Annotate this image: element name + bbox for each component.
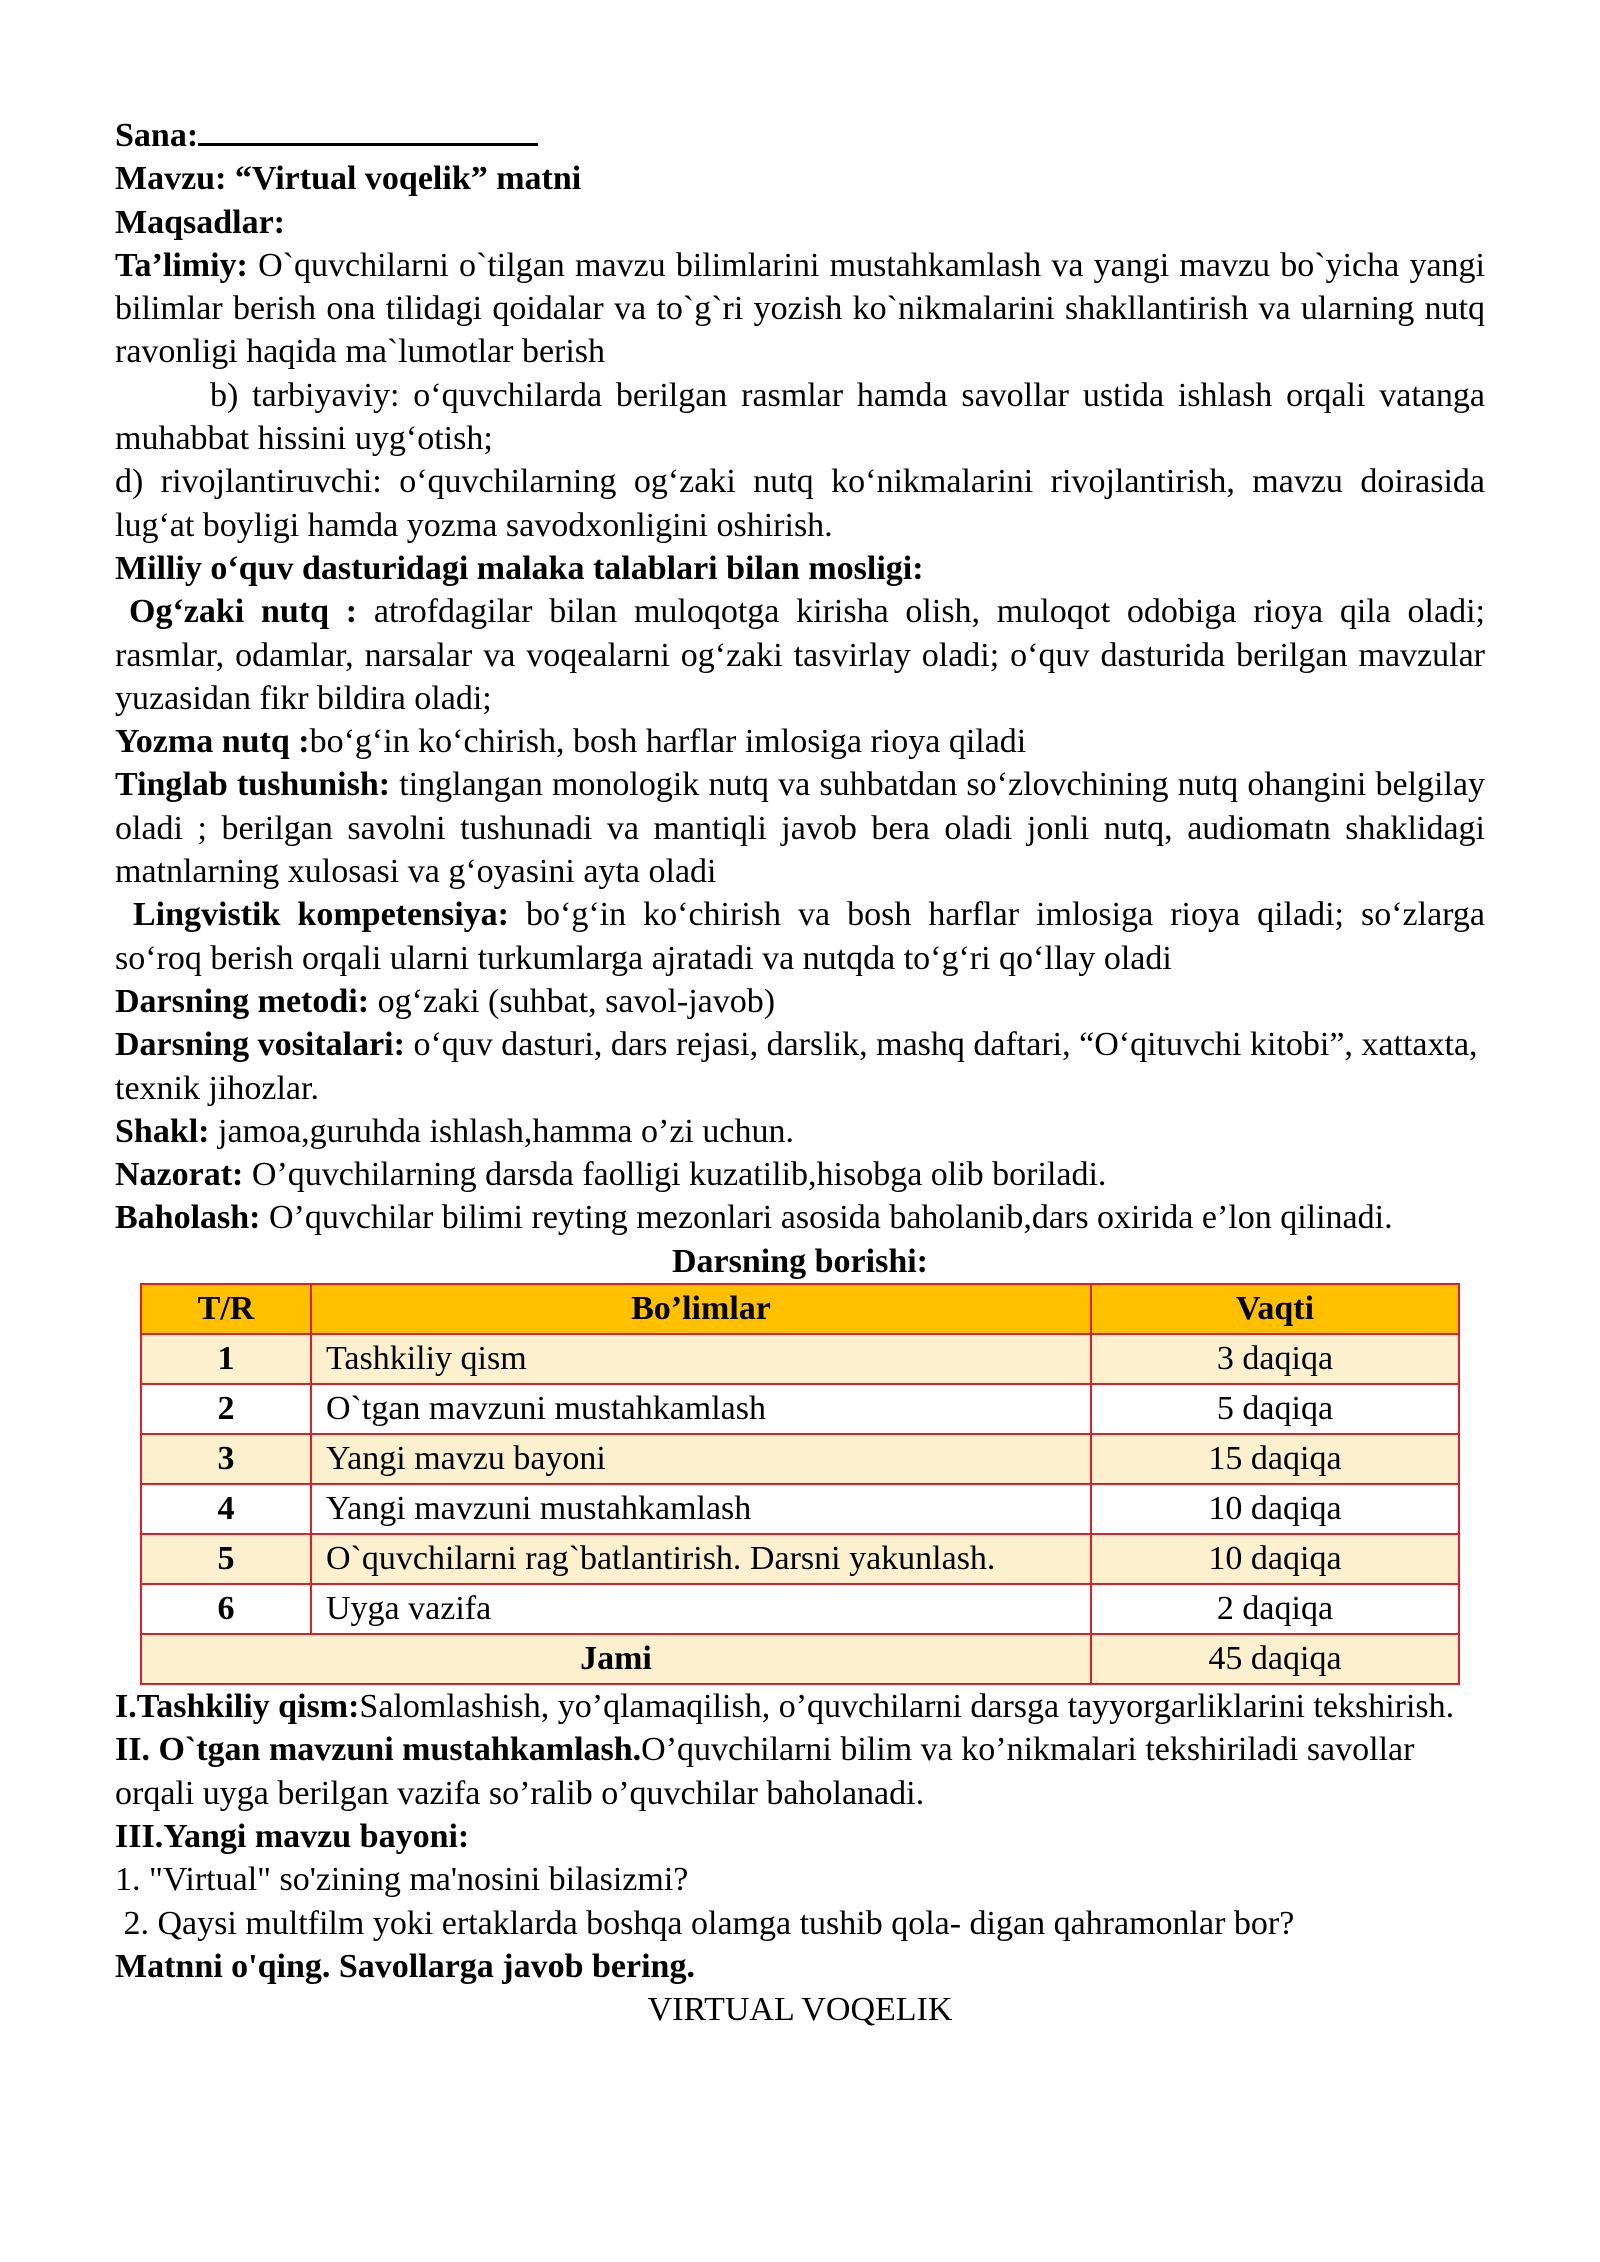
standard-listening-label: Tinglab tushunish: bbox=[115, 766, 391, 804]
goal-upbringing: b) tarbiyaviy: o‘quvchilarda berilgan rasmlar hamda savollar ustida ishlash orqali vatanga muhabbat hissini uyg‘otish; bbox=[115, 376, 1485, 458]
row-section: Uyga vazifa bbox=[311, 1584, 1091, 1634]
topic-title: Mavzu: “Virtual voqelik” matni bbox=[115, 160, 582, 198]
row-time: 10 daqiqa bbox=[1091, 1484, 1459, 1534]
lesson-method-text: og‘zaki (suhbat, savol-javob) bbox=[369, 982, 776, 1020]
lesson-assessment-label: Baholash: bbox=[115, 1199, 261, 1237]
total-label: Jami bbox=[141, 1634, 1091, 1684]
stage-review-label: II. O`tgan mavzuni mustahkamlash. bbox=[115, 1731, 642, 1769]
table-row bbox=[141, 1534, 1459, 1584]
goal-developmental: d) rivojlantiruvchi: o‘quvchilarning og‘zaki nutq ko‘nikmalarini rivojlantirish, mavzu doirasida lug‘at boyligi hamda yozma savodxonligini oshirish. bbox=[115, 463, 1485, 544]
lesson-assessment bbox=[115, 1196, 1485, 1239]
row-time: 3 daqiqa bbox=[1091, 1334, 1459, 1384]
lesson-method bbox=[115, 980, 1485, 1023]
stage-organizational-text: Salomlashish, yo’qlamaqilish, o’quvchilarni darsga tayyorgarliklarini tekshirish. bbox=[359, 1688, 1455, 1726]
goal-educational-text: O`quvchilarni o`tilgan mavzu bilimlarini mustahkamlash va yangi mavzu bo`yicha yangi bilimlar berish ona tilidagi qoidalar va to`g`ri yozish ko`nikmalarini shakllantirish va ularning nutq ravonligi haqida ma`lumotlar berish bbox=[115, 246, 1485, 371]
table-row bbox=[141, 1334, 1459, 1384]
goals-heading: Maqsadlar: bbox=[115, 203, 285, 241]
row-time: 2 daqiqa bbox=[1091, 1584, 1459, 1634]
lesson-plan-page bbox=[115, 113, 1485, 2031]
lesson-assessment-text: O’quvchilar bilimi reyting mezonlari asosida baholanib,dars oxirida e’lon qilinadi. bbox=[260, 1199, 1393, 1237]
column-header-sections: Bo’limlar bbox=[311, 1284, 1091, 1334]
standard-written bbox=[115, 720, 1485, 763]
goal-educational bbox=[115, 244, 1485, 374]
stage-organizational-label: I.Tashkiliy qism: bbox=[115, 1688, 360, 1726]
standard-written-label: Yozma nutq : bbox=[115, 723, 310, 761]
row-number: 3 bbox=[141, 1434, 311, 1484]
lesson-tools bbox=[115, 1023, 1485, 1110]
table-row bbox=[141, 1484, 1459, 1534]
standard-listening-text: tinglangan monologik nutq va suhbatdan so‘zlovchining nutq ohangini belgilay oladi ; berilgan savolni tushunadi va mantiqli javob bera oladi jonli nutq, audiomatn shaklidagi matnlarning xulosasi va g‘oyasini ayta oladi bbox=[115, 766, 1486, 891]
table-row bbox=[141, 1584, 1459, 1634]
stage-new-topic-heading: III.Yangi mavzu bayoni: bbox=[115, 1817, 470, 1855]
row-time: 15 daqiqa bbox=[1091, 1434, 1459, 1484]
row-section: Yangi mavzu bayoni bbox=[311, 1434, 1091, 1484]
lesson-method-label: Darsning metodi: bbox=[115, 982, 370, 1020]
date-label: Sana: bbox=[115, 117, 199, 154]
lesson-progress-table bbox=[140, 1283, 1460, 1685]
standard-oral-text: atrofdagilar bilan muloqotga kirisha olish, muloqot odobiga rioya qila oladi; rasmlar, odamlar, narsalar va voqealarni og‘zaki tasvirlay oladi; o‘quv dasturida berilgan mavzular yuzasidan fikr bildira oladi; bbox=[115, 593, 1485, 717]
stage-review bbox=[115, 1728, 1485, 1815]
standards-heading: Milliy o‘quv dasturidagi malaka talablari bilan mosligi: bbox=[115, 549, 924, 587]
lesson-control-text: O’quvchilarning darsda faolligi kuzatilib,hisobga olib boriladi. bbox=[243, 1156, 1107, 1194]
row-time: 10 daqiqa bbox=[1091, 1534, 1459, 1584]
lesson-tools-text: o‘quv dasturi, dars rejasi, darslik, mashq daftari, “O‘qituvchi kitobi”, xattaxta, texnik jihozlar. bbox=[115, 1026, 1478, 1107]
row-number: 1 bbox=[141, 1334, 311, 1384]
standard-oral bbox=[115, 590, 1485, 720]
row-section: O`quvchilarni rag`batlantirish. Darsni yakunlash. bbox=[311, 1534, 1091, 1584]
column-header-time: Vaqti bbox=[1091, 1284, 1459, 1334]
stage-review-text: O’quvchilarni bilim va ko’nikmalari tekshiriladi savollar orqali uyga berilgan vazifa so’ralib o’quvchilar baholanadi. bbox=[115, 1731, 1415, 1812]
progress-heading: Darsning borishi: bbox=[672, 1242, 928, 1280]
total-time: 45 daqiqa bbox=[1091, 1634, 1459, 1684]
reading-instruction: Matnni o'qing. Savollarga javob bering. bbox=[115, 1947, 695, 1985]
row-section: Tashkiliy qism bbox=[311, 1334, 1091, 1384]
column-header-number: T/R bbox=[141, 1284, 311, 1334]
standard-linguistic-text: bo‘g‘in ko‘chirish va bosh harflar imlosiga rioya qiladi; so‘zlarga so‘roq berish orqali ularni turkumlarga ajratadi va nutqda to‘g‘ri qo‘llay oladi bbox=[115, 896, 1485, 977]
standard-listening bbox=[115, 763, 1485, 893]
row-section: O`tgan mavzuni mustahkamlash bbox=[311, 1384, 1091, 1434]
lesson-form-label: Shakl: bbox=[115, 1112, 210, 1150]
table-header-row bbox=[141, 1284, 1459, 1334]
standard-written-text: bo‘g‘in ko‘chirish, bosh harflar imlosiga rioya qiladi bbox=[309, 723, 1027, 761]
standard-linguistic bbox=[115, 893, 1485, 980]
standard-oral-label: Og‘zaki nutq : bbox=[129, 593, 358, 631]
standard-linguistic-label: Lingvistik kompetensiya: bbox=[133, 896, 509, 934]
lesson-form bbox=[115, 1110, 1485, 1153]
table-total-row bbox=[141, 1634, 1459, 1684]
date-blank bbox=[198, 113, 538, 146]
row-section: Yangi mavzuni mustahkamlash bbox=[311, 1484, 1091, 1534]
question-2: 2. Qaysi multfilm yoki ertaklarda boshqa olamga tushib qola- digan qahramonlar bor? bbox=[115, 1904, 1295, 1942]
goal-educational-label: Ta’limiy: bbox=[115, 246, 248, 284]
question-1: 1. "Virtual" so'zining ma'nosini bilasizmi? bbox=[115, 1861, 689, 1899]
row-time: 5 daqiqa bbox=[1091, 1384, 1459, 1434]
row-number: 4 bbox=[141, 1484, 311, 1534]
table-row bbox=[141, 1384, 1459, 1434]
table-row bbox=[141, 1434, 1459, 1484]
date-line bbox=[115, 113, 1485, 157]
lesson-form-text: jamoa,guruhda ishlash,hamma o’zi uchun. bbox=[209, 1112, 794, 1150]
row-number: 2 bbox=[141, 1384, 311, 1434]
lesson-control-label: Nazorat: bbox=[115, 1156, 244, 1194]
reading-text-title: VIRTUAL VOQELIK bbox=[647, 1991, 953, 2029]
lesson-control bbox=[115, 1153, 1485, 1196]
lesson-tools-label: Darsning vositalari: bbox=[115, 1026, 405, 1064]
stage-organizational bbox=[115, 1685, 1485, 1728]
row-number: 6 bbox=[141, 1584, 311, 1634]
row-number: 5 bbox=[141, 1534, 311, 1584]
